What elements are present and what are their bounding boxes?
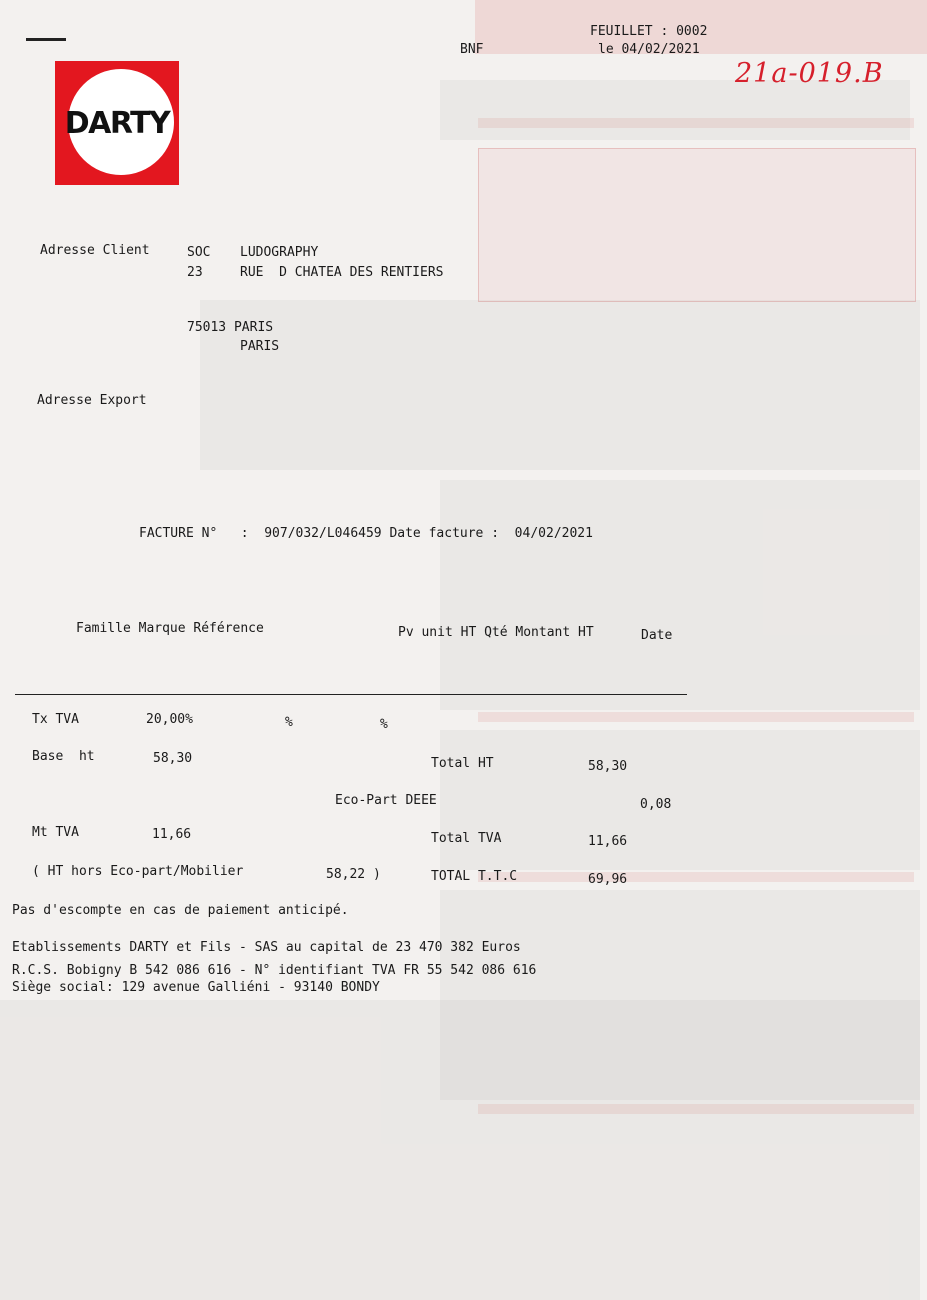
handwritten-reference: 21a-019.B bbox=[735, 58, 884, 89]
tva-rate-2: % bbox=[285, 715, 293, 730]
background-red-box bbox=[478, 148, 916, 302]
rcs-info: R.C.S. Bobigny B 542 086 616 - N° identifiant TVA FR 55 542 086 616 bbox=[12, 963, 537, 978]
mt-tva-value: 11,66 bbox=[152, 827, 192, 842]
feuillet-number: FEUILLET : 0002 bbox=[590, 24, 708, 39]
background-red-line bbox=[478, 712, 914, 722]
background-text-block bbox=[440, 730, 920, 870]
client-line3: 75013 PARIS bbox=[187, 320, 274, 335]
siege-info: Siège social: 129 avenue Galliéni - 93140 BONDY bbox=[12, 980, 380, 995]
total-tva-value: 11,66 bbox=[588, 834, 628, 849]
tva-rate-3: % bbox=[380, 717, 388, 732]
client-line1-a: SOC bbox=[187, 245, 211, 260]
background-text-block bbox=[0, 1000, 920, 1300]
ht-hors-eco-label: ( HT hors Eco-part/Mobilier bbox=[32, 864, 244, 879]
invoice-line: FACTURE N° : 907/032/L046459 Date facture : 04/02/2021 bbox=[139, 526, 593, 541]
total-ttc-label: TOTAL T.T.C bbox=[431, 869, 518, 884]
base-ht-value: 58,30 bbox=[153, 751, 193, 766]
eco-part-value: 0,08 bbox=[640, 797, 672, 812]
mt-tva-label: Mt TVA bbox=[32, 825, 79, 840]
total-ht-value: 58,30 bbox=[588, 759, 628, 774]
client-line1-b: LUDOGRAPHY bbox=[240, 245, 319, 260]
total-tva-label: Total TVA bbox=[431, 831, 502, 846]
escompte-notice: Pas d'escompte en cas de paiement anticipé. bbox=[12, 903, 349, 918]
table-separator bbox=[15, 694, 687, 695]
client-line4: PARIS bbox=[240, 339, 280, 354]
bnf-code: BNF bbox=[460, 42, 484, 57]
ht-hors-eco-value: 58,22 ) bbox=[326, 867, 381, 882]
background-text-block bbox=[440, 80, 910, 140]
client-address-label: Adresse Client bbox=[40, 243, 150, 258]
eco-part-label: Eco-Part DEEE bbox=[335, 793, 437, 808]
table-header-right: Pv unit HT Qté Montant HT bbox=[398, 625, 594, 640]
table-header-left: Famille Marque Référence bbox=[76, 621, 264, 636]
total-ttc-value: 69,96 bbox=[588, 872, 628, 887]
client-line2-a: 23 bbox=[187, 265, 203, 280]
base-ht-label: Base ht bbox=[32, 749, 95, 764]
darty-logo bbox=[55, 61, 179, 185]
background-text-block bbox=[200, 300, 920, 470]
company-info: Etablissements DARTY et Fils - SAS au capital de 23 470 382 Euros bbox=[12, 940, 521, 955]
tx-tva-value: 20,00% bbox=[146, 712, 193, 727]
top-dash bbox=[26, 38, 66, 41]
logo-text: DARTY bbox=[64, 106, 170, 141]
table-header-date: Date bbox=[641, 628, 673, 643]
client-line2-b: RUE D CHATEA DES RENTIERS bbox=[240, 265, 444, 280]
export-address-label: Adresse Export bbox=[37, 393, 147, 408]
background-red-line bbox=[478, 872, 914, 882]
background-text-block bbox=[440, 480, 920, 710]
total-ht-label: Total HT bbox=[431, 756, 494, 771]
tx-tva-label: Tx TVA bbox=[32, 712, 79, 727]
header-date: le 04/02/2021 bbox=[598, 42, 700, 57]
